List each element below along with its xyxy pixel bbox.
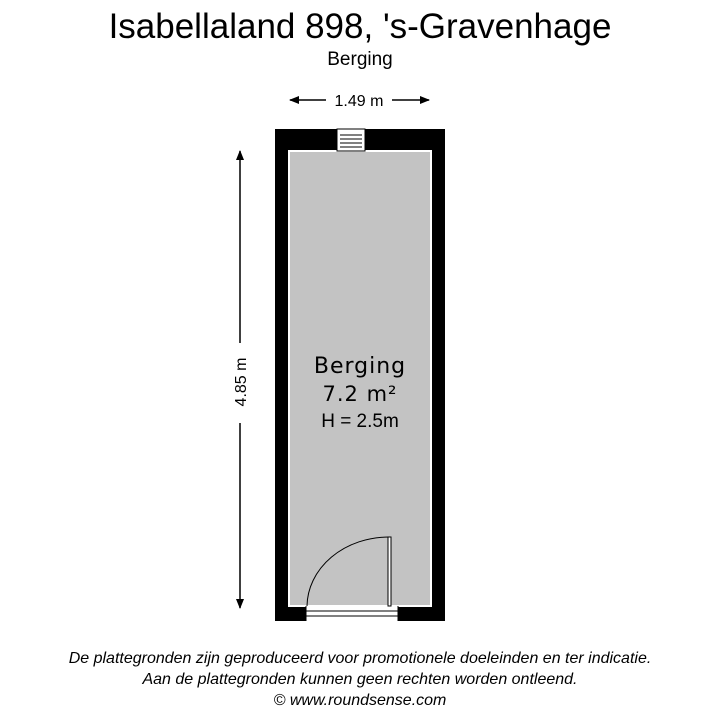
height-dimension [233,150,250,609]
room-label [314,354,406,432]
copyright-line: © www.roundsense.com [273,692,447,709]
height-label: 4.85 m [233,357,250,407]
floor-subtitle: Berging [327,49,393,70]
width-dimension [289,93,430,110]
disclaimer-line-2: Aan de plattegronden kunnen geen rechten worden ontleend. [142,671,578,688]
room-name: Berging [313,354,407,379]
width-label: 1.49 m [334,93,384,110]
room-height: H = 2.5m [321,411,399,432]
window [337,129,365,151]
disclaimer-line-1: De plattegronden zijn geproduceerd voor promotionele doeleinden en ter indicatie. [68,650,652,667]
page-title: Isabellaland 898, 's-Gravenhage [108,7,612,46]
disclaimer [0,648,720,711]
room-area: 7.2 m² [322,382,398,406]
